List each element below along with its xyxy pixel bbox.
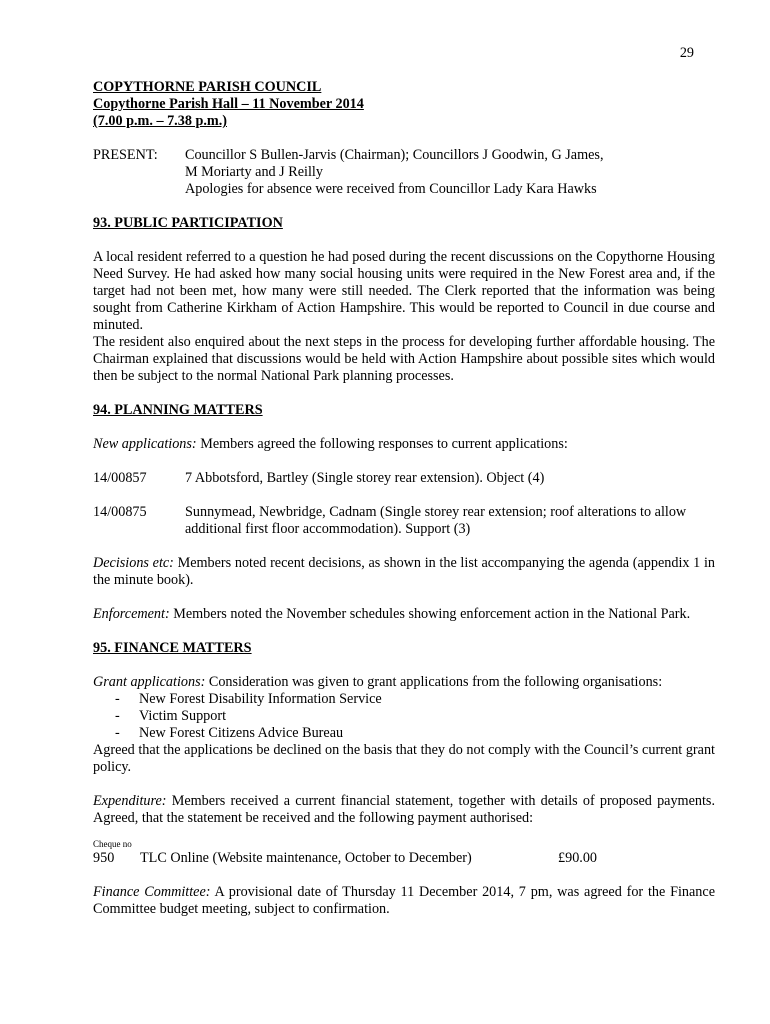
finance-committee-label: Finance Committee:	[93, 884, 211, 900]
section-93-para-2: The resident also enquired about the next steps in the process for developing further affordable housing. The Chairman explained that discussions would be held with Action Hampshire about possible sites which would then be subject to the normal National Park planning processes.	[93, 334, 715, 384]
application-desc: Sunnymead, Newbridge, Cadnam (Single storey rear extension; roof alterations to allow additional first floor accommodation). Support (3)	[185, 504, 687, 537]
application-row	[93, 470, 715, 487]
section-94-heading: 94. PLANNING MATTERS	[93, 402, 263, 418]
decisions-text: Members noted recent decisions, as shown in the list accompanying the agenda (appendix 1 in the minute book).	[93, 555, 715, 588]
decisions-para	[93, 555, 715, 589]
new-applications-para	[93, 436, 715, 453]
payment-row	[93, 850, 715, 867]
new-applications-label: New applications:	[93, 436, 197, 452]
cheque-no-label: Cheque no	[93, 839, 132, 849]
enforcement-label: Enforcement:	[93, 606, 170, 622]
expenditure-label: Expenditure:	[93, 793, 167, 809]
cheque-number: 950	[93, 850, 115, 866]
apologies-text: Apologies for absence were received from Councillor Lady Kara Hawks	[185, 181, 597, 197]
present-line-1: Councillor S Bullen-Jarvis (Chairman); Councillors J Goodwin, G James,	[185, 147, 604, 163]
list-item: - Victim Support	[115, 708, 715, 725]
application-ref: 14/00875	[93, 504, 147, 520]
application-row	[93, 504, 715, 538]
section-93-para-1: A local resident referred to a question he had posed during the recent discussions on the Copythorne Housing Need Survey. He had asked how many social housing units were required in the New Forest area and, if the target had not been met, how many were still needed. The Clerk reported that the information was being sought from Catherine Kirkham of Action Hampshire. This would be reported to Council in due course and minuted.	[93, 249, 715, 333]
new-applications-text: Members agreed the following responses to current applications:	[196, 436, 568, 452]
expenditure-para	[93, 793, 715, 827]
enforcement-text: Members noted the November schedules showing enforcement action in the National Park.	[169, 606, 691, 622]
present-block	[93, 147, 715, 198]
organisation-list	[93, 691, 715, 742]
application-desc: 7 Abbotsford, Bartley (Single storey rear extension). Object (4)	[185, 470, 545, 486]
minutes-document	[93, 79, 715, 918]
application-ref: 14/00857	[93, 470, 147, 486]
present-line-2: M Moriarty and J Reilly	[185, 164, 323, 180]
expenditure-text: Members received a current financial statement, together with details of proposed payments. Agreed, that the statement be received and the following payment authorised:	[93, 793, 715, 826]
grant-outcome: Agreed that the applications be declined on the basis that they do not comply with the Council’s current grant policy.	[93, 742, 715, 775]
list-item: - New Forest Disability Information Service	[115, 691, 715, 708]
meeting-venue-date: Copythorne Parish Hall – 11 November 2014	[93, 96, 364, 112]
payment-description: TLC Online (Website maintenance, October to December)	[140, 850, 472, 866]
council-title: COPYTHORNE PARISH COUNCIL	[93, 79, 322, 95]
grant-applications-text: Consideration was given to grant applications from the following organisations:	[205, 674, 663, 690]
page-number: 29	[679, 45, 694, 61]
decisions-label: Decisions etc:	[93, 555, 174, 571]
document-header	[93, 79, 715, 130]
grant-applications-para	[93, 674, 715, 691]
meeting-time: (7.00 p.m. – 7.38 p.m.)	[93, 113, 227, 129]
present-label: PRESENT:	[93, 147, 158, 163]
enforcement-para	[93, 606, 715, 623]
finance-committee-para	[93, 884, 715, 918]
section-93-heading: 93. PUBLIC PARTICIPATION	[93, 215, 283, 231]
payment-amount: £90.00	[558, 850, 598, 866]
list-item: - New Forest Citizens Advice Bureau	[115, 725, 715, 742]
finance-committee-text: A provisional date of Thursday 11 December 2014, 7 pm, was agreed for the Finance Committee budget meeting, subject to confirmation.	[93, 884, 715, 917]
section-95-heading: 95. FINANCE MATTERS	[93, 640, 252, 656]
grant-applications-label: Grant applications:	[93, 674, 206, 690]
